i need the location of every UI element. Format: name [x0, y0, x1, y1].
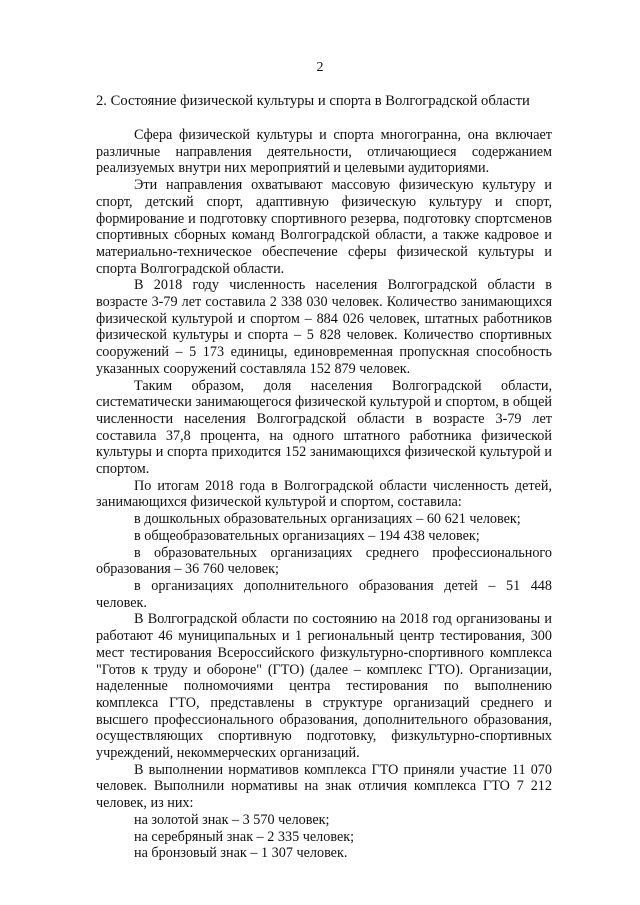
list-item-preschool: в дошкольных образовательных организациях – 60 621 человек; — [134, 511, 521, 528]
paragraph-population-2018: В 2018 году численность населения Волгоградской области в возрасте 3-79 лет составила 2 338 030 человек. Количество занимающихся физической культурой и спортом – 884 026 человек, штатных работников физической культуры и спорта – 5 828 человек. Количество спортивных сооружений – 5 173 единицы, единовременная пропускная способность указанных сооружений составляла 152 879 человек. — [96, 277, 552, 377]
list-item-bronze-badge: на бронзовый знак – 1 307 человек. — [134, 845, 348, 862]
paragraph-sphere: Сфера физической культуры и спорта многогранна, она включает различные направления деятельности, отличающиеся содержанием реализуемых внутри них мероприятий и целевыми аудиториями. — [96, 127, 552, 177]
page-number: 2 — [316, 60, 324, 75]
paragraph-gto-centers: В Волгоградской области по состоянию на 2018 год организованы и работают 46 муниципальных и 1 региональный центр тестирования, 300 мест тестирования Всероссийского физкультурно-спортивного комплекса "Готов к труду и обороне" (ГТО) (далее – комплекс ГТО). Организации, наделенные полномочиями центра тестирования по выполнению комплекса ГТО, представлены в структуре организаций среднего и высшего профессионального образования, дополнительного образования, осуществляющих спортивную подготовку, физкультурно-спортивных учреждений, некоммерческих организаций. — [96, 611, 552, 762]
paragraph-directions: Эти направления охватывают массовую физическую культуру и спорт, детский спорт, адаптивную физическую культуру и спорт, формирование и подготовку спортивного резерва, подготовку спортсменов спортивных сборных команд Волгоградской области, а также кадровое и материально-техническое обеспечение сферы физической культуры и спорта Волгоградской области. — [96, 177, 552, 277]
list-item-general-education: в общеобразовательных организациях – 194 438 человек; — [134, 527, 480, 544]
list-item-silver-badge: на серебряный знак – 2 335 человек; — [134, 828, 355, 845]
paragraph-children-intro: По итогам 2018 года в Волгоградской области численность детей, занимающихся физической культурой и спортом, составила: — [96, 477, 552, 511]
list-item-additional-education: в организациях дополнительного образования детей – 51 448 человек. — [96, 577, 552, 611]
list-item-vocational: в образовательных организациях среднего профессионального образования – 36 760 человек; — [96, 544, 552, 578]
document-body — [96, 127, 552, 862]
list-item-gold-badge: на золотой знак – 3 570 человек; — [134, 811, 330, 828]
paragraph-share: Таким образом, доля населения Волгоградской области, систематически занимающегося физической культурой и спортом, в общей численности населения Волгоградской области в возрасте 3-79 лет составила 37,8 процента, на одного штатного работника физической культуры и спорта приходится 152 занимающихся физической культурой и спортом. — [96, 377, 552, 478]
paragraph-gto-participants: В выполнении нормативов комплекса ГТО приняли участие 11 070 человек. Выполнили нормативы на знак отличия комплекса ГТО 7 212 человек, из них: — [96, 761, 552, 812]
section-heading: 2. Состояние физической культуры и спорта в Волгоградской области — [96, 93, 530, 109]
